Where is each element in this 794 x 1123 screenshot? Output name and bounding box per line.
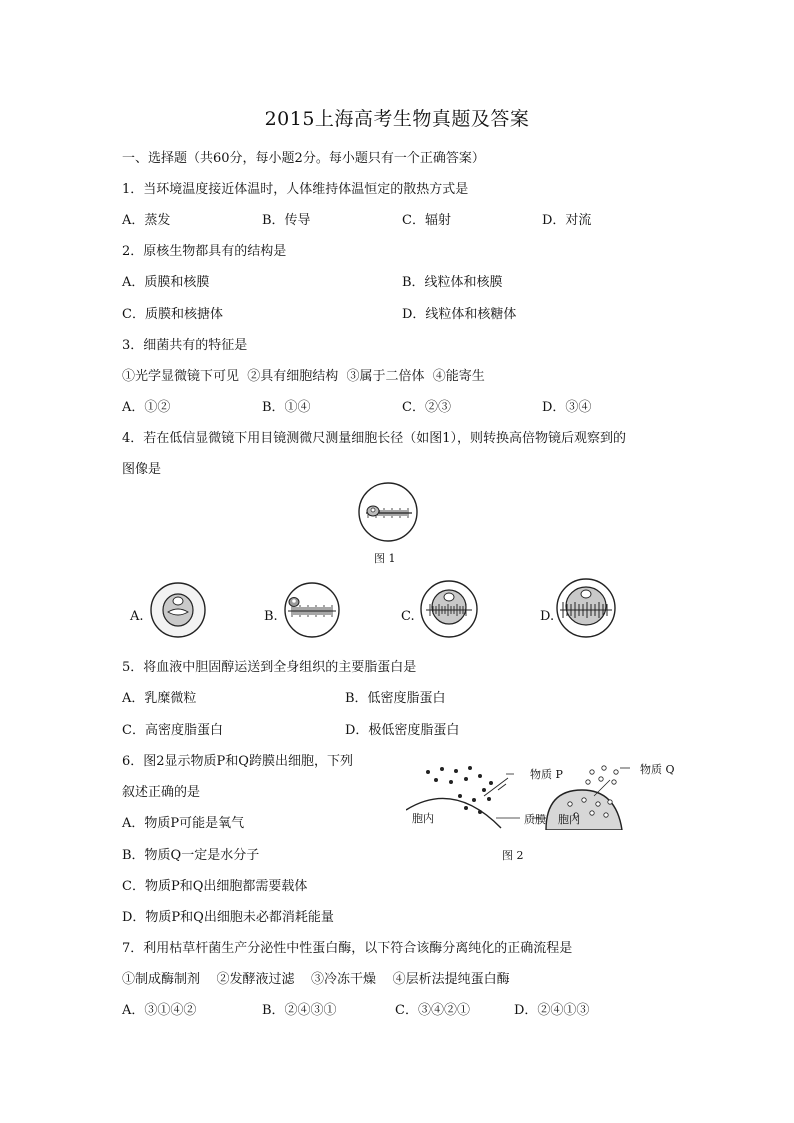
question-2-option-a[interactable]: A．质膜和核膜 bbox=[122, 275, 210, 290]
question-7-option-b[interactable]: B．②④③① bbox=[262, 1003, 337, 1018]
question-7-items: ①制成酶制剂 ②发酵液过滤 ③冷冻干燥 ④层析法提纯蛋白酶 bbox=[122, 972, 510, 987]
question-2-option-c[interactable]: C．质膜和核搪体 bbox=[122, 307, 223, 322]
question-7-option-a[interactable]: A．③①④② bbox=[122, 1003, 197, 1018]
figure-2-label-cell-interior-right: 胞内 bbox=[558, 813, 580, 826]
question-1-option-c[interactable]: C．辐射 bbox=[402, 213, 451, 228]
question-7-option-c[interactable]: C．③④②① bbox=[395, 1003, 470, 1018]
question-3-items: ①光学显微镜下可见 ②具有细胞结构 ③属于二倍体 ④能寄生 bbox=[122, 369, 485, 384]
question-5-option-a[interactable]: A．乳糜微粒 bbox=[122, 691, 197, 706]
question-6-option-d[interactable]: D．物质P和Q出细胞未必都消耗能量 bbox=[122, 910, 334, 925]
page-title: 2015上海高考生物真题及答案 bbox=[264, 108, 530, 130]
question-2-stem: 2．原核生物都具有的结构是 bbox=[122, 244, 287, 259]
section-heading: 一、选择题（共60分，每小题2分。每小题只有一个正确答案） bbox=[122, 151, 485, 166]
question-4-option-b-label[interactable]: B. bbox=[264, 609, 278, 624]
figure-1-micrometer-view bbox=[356, 480, 420, 544]
figure-2-caption: 图 2 bbox=[502, 849, 524, 862]
question-4-stem-line-2: 图像是 bbox=[122, 462, 162, 477]
question-3-option-b[interactable]: B．①④ bbox=[262, 400, 311, 415]
question-3-option-d[interactable]: D．③④ bbox=[542, 400, 592, 415]
question-5-stem: 5．将血液中胆固醇运送到全身组织的主要脂蛋白是 bbox=[122, 660, 417, 675]
question-7-stem: 7．利用枯草杆菌生产分泌性中性蛋白酶，以下符合该酶分离纯化的正确流程是 bbox=[122, 941, 573, 956]
question-2-option-d[interactable]: D．线粒体和核糖体 bbox=[402, 307, 517, 322]
question-3-option-c[interactable]: C．②③ bbox=[402, 400, 451, 415]
figure-1-caption: 图 1 bbox=[374, 552, 396, 565]
question-4-option-a-image[interactable] bbox=[148, 580, 208, 640]
question-4-option-a-label[interactable]: A. bbox=[130, 609, 144, 624]
figure-2-label-membrane: 质膜 bbox=[524, 813, 546, 826]
question-5-option-b[interactable]: B．低密度脂蛋白 bbox=[345, 691, 446, 706]
question-3-option-a[interactable]: A．①② bbox=[122, 400, 171, 415]
question-6-option-b[interactable]: B．物质Q一定是水分子 bbox=[122, 848, 260, 863]
question-6-option-c[interactable]: C．物质P和Q出细胞都需要载体 bbox=[122, 879, 308, 894]
figure-2-label-substance-p: 物质 P bbox=[530, 768, 563, 781]
question-3-stem: 3．细菌共有的特征是 bbox=[122, 338, 248, 353]
question-1-option-a[interactable]: A．蒸发 bbox=[122, 213, 171, 228]
question-4-stem-line-1: 4．若在低信显微镜下用目镜测微尺测量细胞长径（如图1），则转换高倍物镜后观察到的 bbox=[122, 431, 627, 446]
question-1-option-d[interactable]: D．对流 bbox=[542, 213, 592, 228]
question-6-option-a[interactable]: A．物质P可能是氧气 bbox=[122, 816, 245, 831]
question-7-option-d[interactable]: D．②④①③ bbox=[514, 1003, 590, 1018]
question-4-option-c-label[interactable]: C. bbox=[401, 609, 415, 624]
question-4-option-d-label[interactable]: D. bbox=[540, 609, 555, 624]
question-6-stem-line-1: 6．图2显示物质P和Q跨膜出细胞，下列 bbox=[122, 754, 353, 769]
question-6-stem-line-2: 叙述正确的是 bbox=[122, 785, 201, 800]
question-5-option-c[interactable]: C．高密度脂蛋白 bbox=[122, 723, 223, 738]
question-4-option-c-image[interactable] bbox=[418, 578, 480, 640]
figure-2-label-substance-q: 物质 Q bbox=[640, 763, 675, 776]
question-5-option-d[interactable]: D．极低密度脂蛋白 bbox=[345, 723, 460, 738]
question-4-option-b-image[interactable] bbox=[282, 580, 342, 640]
question-1-stem: 1．当环境温度接近体温时，人体维持体温恒定的散热方式是 bbox=[122, 182, 469, 197]
question-1-option-b[interactable]: B．传导 bbox=[262, 213, 311, 228]
question-4-option-d-image[interactable] bbox=[554, 576, 618, 640]
figure-2-label-cell-interior-left: 胞内 bbox=[412, 812, 434, 825]
question-2-option-b[interactable]: B．线粒体和核膜 bbox=[402, 275, 503, 290]
